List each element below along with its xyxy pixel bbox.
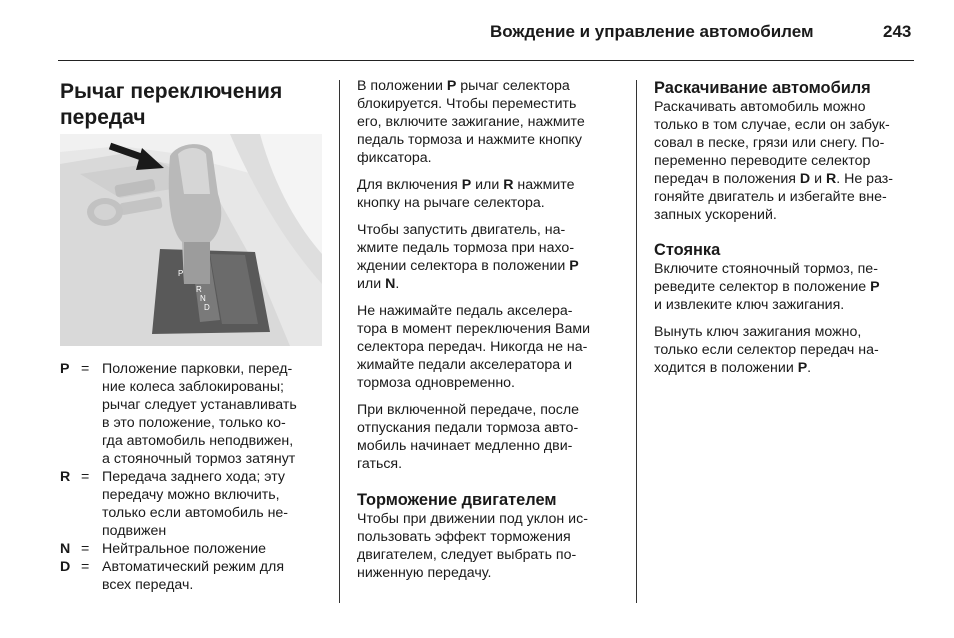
legend-line: а стояночный тормоз затянут [102,451,296,467]
legend-line: Автоматический режим для [102,559,285,575]
legend-description [102,540,330,558]
paragraph-engine-braking: Чтобы при движении под уклон ис- пользовать эффект торможения двигателем, следует выбрать по- ниженную передачу. [357,511,588,581]
running-header-title: Вождение и управление автомобилем [490,22,814,41]
gear-position-legend [60,360,330,594]
legend-equals: = [81,559,90,575]
legend-key: P [60,361,70,377]
gate-label-n: N [200,294,206,303]
legend-row-n [60,540,330,558]
legend-description [102,558,330,594]
paragraph-accelerator-warning: Не нажимайте педаль акселера- тора в момент переключения Вами селектора передач. Никогда не на- жимайте педали акселератора и тормоза одновременно. [357,303,591,391]
gear-selector-illustration [60,134,322,346]
legend-equals: = [81,361,90,377]
legend-description [102,360,330,468]
paragraph-creep: При включенной передаче, после отпускания педали тормоза авто- мобиль начинает медленно дви- гаться. [357,402,580,472]
paragraph-rocking: Раскачивать автомобиль можно только в том случае, если он забук- совал в песке, грязи или снегу. По- переменно переводите селектор передач в положения D и R. Не раз- гоняйте двигатель и избегайте вне- запных ускорений. [654,99,894,223]
legend-line: ние колеса заблокированы; [102,379,284,395]
column-middle [357,77,629,591]
legend-equals: = [81,469,90,485]
paragraph-engage-p-r: Для включения P или R нажмите кнопку на рычаге селектора. [357,177,575,211]
section-title-line1: Рычаг переключения [60,80,283,103]
heading-engine-braking: Торможение двигателем [357,491,557,509]
heading-rocking: Раскачивание автомобиля [654,79,871,97]
legend-line: Положение парковки, перед- [102,361,293,377]
legend-row-p [60,360,330,468]
gear-selector-photo [60,134,322,346]
legend-line: только если автомобиль не- [102,505,289,521]
section-title-line2: передач [60,106,146,129]
legend-line: всех передач. [102,577,194,593]
paragraph-start-engine: Чтобы запустить двигатель, на- жмите педаль тормоза при нахо- ждении селектора в положении P или N. [357,222,579,292]
paragraph-p-position: В положении P рычаг селектора блокируется. Чтобы переместить его, включите зажигание, нажмите педаль тормоза и нажмите кнопку фиксатора. [357,78,585,166]
legend-line: Нейтральное положение [102,541,267,557]
gate-label-r: R [196,285,202,294]
paragraph-parking: Включите стояночный тормоз, пе- реведите селектор в положение P и извлеките ключ зажигания. [654,261,880,313]
legend-line: рычаг следует устанавливать [102,397,297,413]
legend-line: передачу можно включить, [102,487,280,503]
section-title [60,79,282,131]
heading-parking: Стоянка [654,241,721,259]
page-number: 243 [883,22,912,41]
legend-equals: = [81,541,90,557]
legend-description [102,468,330,540]
legend-line: гда автомобиль неподвижен, [102,433,294,449]
legend-row-r [60,468,330,540]
header-rule [58,60,914,61]
gate-label-p: P [178,269,184,278]
legend-line: подвижен [102,523,167,539]
legend-key: D [60,559,71,575]
column-divider-2 [636,80,637,603]
legend-key: R [60,469,71,485]
legend-key: N [60,541,71,557]
legend-line: в это положение, только ко- [102,415,286,431]
legend-row-d [60,558,330,594]
column-divider-1 [339,80,340,603]
gate-label-d: D [204,303,210,312]
column-right [654,79,919,386]
legend-line: Передача заднего хода; эту [102,469,285,485]
paragraph-key-removal: Вынуть ключ зажигания можно, только если селектор передач на- ходится в положении P. [654,324,879,376]
